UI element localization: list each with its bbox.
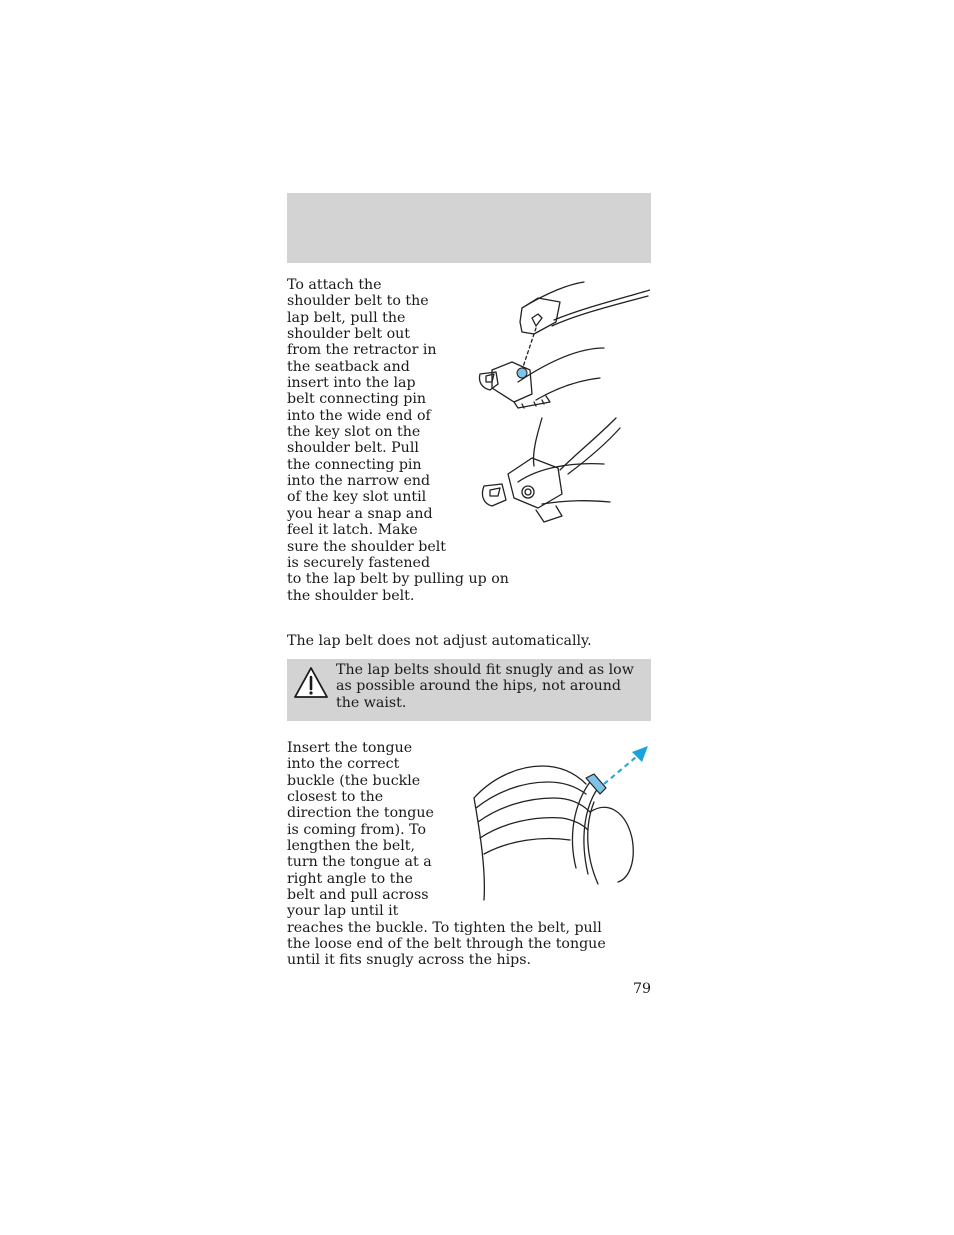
lap-belt-note: The lap belt does not adjust automatically. (287, 633, 592, 649)
lap-belt-tongue-illustration (466, 742, 652, 904)
warning-triangle-icon (293, 665, 329, 701)
section-header-band (287, 193, 651, 263)
warning-callout (287, 659, 651, 721)
attach-shoulder-belt-text: To attach the shoulder belt to the lap belt, pull the shoulder belt out from the retractor in the seatback and insert into the lap belt connecting pin into the wide end of the key slot on the shoulder belt. Pull the connecting pin into the narrow end of the key slot until you hear a snap and feel it latch. Make sure the shoulder belt is securely fastened to the lap belt by pulling up on the shoulder belt. (287, 277, 509, 604)
warning-text: The lap belts should fit snugly and as low as possible around the hips, not around the waist. (336, 662, 634, 711)
shoulder-belt-attachment-illustration (478, 278, 650, 530)
insert-tongue-text: Insert the tongue into the correct buckle (the buckle closest to the direction the tongue is coming from). To lengthen the belt, turn the tongue at a right angle to the belt and pull across your lap until it reaches the buckle. To tighten the belt, pull the loose end of the belt through the tongue until it fits snugly across the hips. (287, 740, 606, 969)
page-number: 79 (632, 981, 651, 997)
